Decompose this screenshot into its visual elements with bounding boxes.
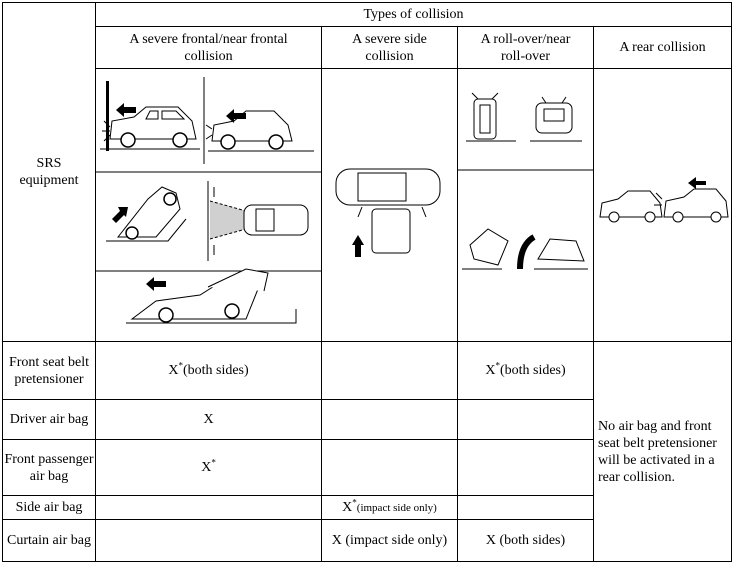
car-rear-collision-icon <box>600 177 728 222</box>
side-air-bag-frontal <box>96 496 322 520</box>
curtain-air-bag-side: X (impact side only) <box>322 520 458 562</box>
front-passenger-air-bag-side <box>322 440 458 496</box>
srs-equipment-header: SRS equipment <box>3 3 96 342</box>
car-angled-crash-icon <box>106 187 186 241</box>
car-rollover-side-icon <box>466 93 516 141</box>
car-frontal-crash-icon <box>100 81 200 151</box>
row-label-front-passenger-air-bag: Front passenger air bag <box>3 440 96 496</box>
col-header-rear: A rear collision <box>594 27 732 69</box>
col-header-rollover: A roll-over/near roll-over <box>458 27 594 69</box>
x-mark: X <box>485 363 496 378</box>
front-passenger-air-bag-rollover <box>458 440 594 496</box>
car-frontal-offset-crash-icon <box>206 109 314 151</box>
front-seat-belt-frontal <box>96 342 322 400</box>
car-tip-over-icon <box>462 229 588 269</box>
rollover-illustration-cell <box>458 69 594 342</box>
asterisk: * <box>178 360 183 371</box>
asterisk: * <box>211 457 216 468</box>
driver-air-bag-side <box>322 400 458 440</box>
side-air-bag-side <box>322 496 458 520</box>
rear-illustration-cell <box>594 69 732 342</box>
rear-illustration <box>594 69 732 341</box>
both-sides-text: (both sides) <box>182 363 249 378</box>
curtain-air-bag-frontal <box>96 520 322 562</box>
types-of-collision-header: Types of collision <box>96 3 732 27</box>
side-illustration <box>322 69 458 341</box>
side-illustration-cell <box>322 69 458 342</box>
curtain-air-bag-rollover: X (both sides) <box>458 520 594 562</box>
driver-air-bag-frontal: X <box>96 400 322 440</box>
rear-collision-note: No air bag and front seat belt pretensioner will be activated in a rear collision. <box>594 342 732 562</box>
asterisk: * <box>352 496 357 507</box>
row-label-front-seat-belt: Front seat belt pretensioner <box>3 342 96 400</box>
car-top-view-angle-icon <box>208 181 308 261</box>
row-label-curtain-air-bag: Curtain air bag <box>3 520 96 562</box>
car-side-impact-icon <box>336 169 440 257</box>
car-rollover-front-icon <box>530 97 582 141</box>
col-header-frontal: A severe frontal/near frontal collision <box>96 27 322 69</box>
car-underride-crash-icon <box>126 269 296 323</box>
srs-table-wrapper <box>2 2 732 562</box>
driver-air-bag-rollover <box>458 400 594 440</box>
rollover-illustrations <box>458 69 594 341</box>
front-seat-belt-side <box>322 342 458 400</box>
srs-collision-table <box>2 2 732 562</box>
impact-side-only-text: (impact side only) <box>356 501 437 514</box>
x-mark: X <box>342 499 353 515</box>
x-mark: X <box>201 460 212 475</box>
frontal-illustration-cell <box>96 69 322 342</box>
side-air-bag-rollover <box>458 496 594 520</box>
both-sides-text: (both sides) <box>499 363 566 378</box>
x-mark: X <box>168 363 179 378</box>
col-header-side: A severe side collision <box>322 27 458 69</box>
front-passenger-air-bag-frontal <box>96 440 322 496</box>
front-seat-belt-rollover <box>458 342 594 400</box>
frontal-illustrations <box>96 69 322 341</box>
row-label-side-air-bag: Side air bag <box>3 496 96 520</box>
asterisk: * <box>495 360 500 371</box>
row-label-driver-air-bag: Driver air bag <box>3 400 96 440</box>
